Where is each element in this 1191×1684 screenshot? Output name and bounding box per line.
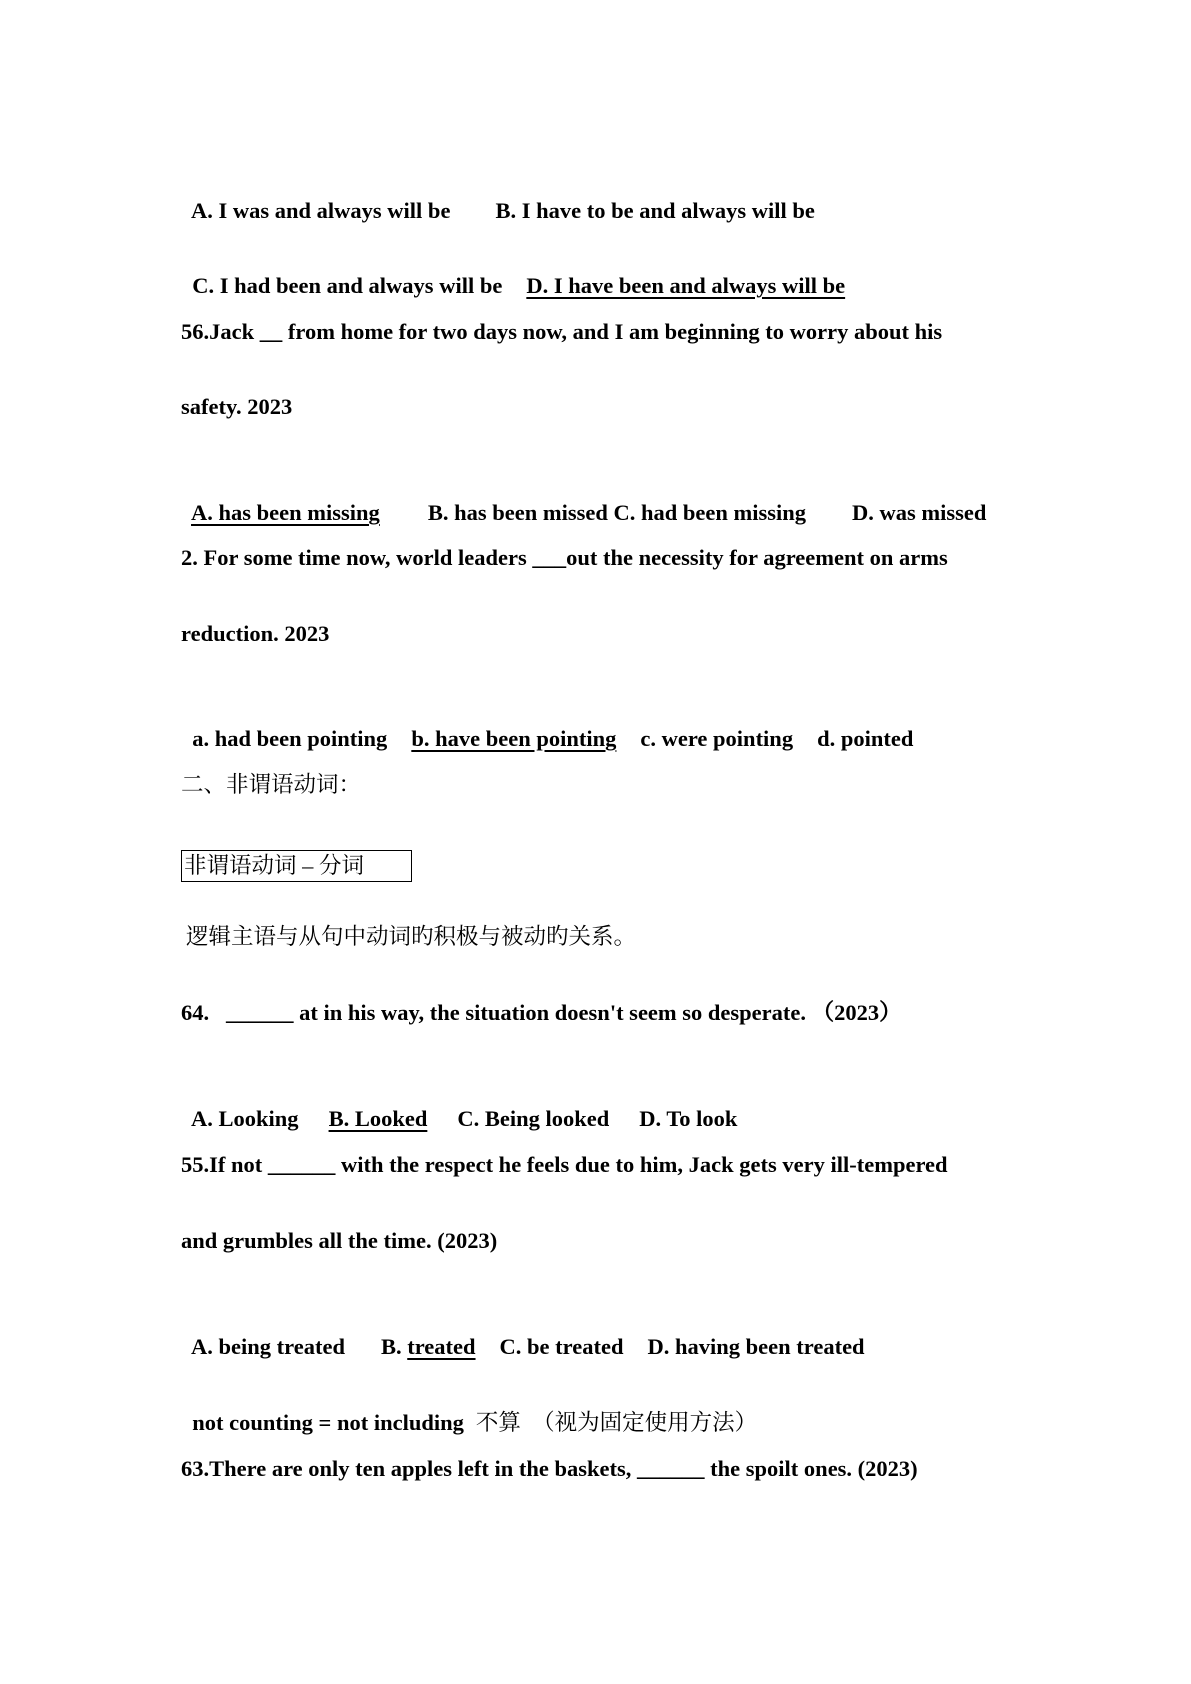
option-c: C. Being looked [457, 1106, 610, 1131]
option-b-correct: b. have been pointing [411, 726, 617, 751]
option-d: d. pointed [817, 726, 914, 751]
question-56-line-1: 56.Jack __ from home for two days now, and I am beginning to worry about his [181, 319, 943, 344]
note-chinese: 不算 （视为固定使用方法） [475, 1410, 758, 1435]
options-line-2 [181, 241, 845, 301]
option-d: D. To look [639, 1106, 738, 1131]
question-2-line-2: reduction. 2023 [181, 621, 330, 646]
option-c: C. I had been and always will be [192, 273, 503, 298]
option-d-correct: D. I have been and always will be [526, 273, 846, 298]
option-a: a. had been pointing [192, 726, 388, 751]
options-line-1 [181, 166, 815, 226]
option-b: B. I have to be and always will be [495, 198, 815, 223]
option-b-correct: B. Looked [328, 1106, 428, 1131]
question-2-line-1: 2. For some time now, world leaders ___out the necessity for agreement on arms [181, 545, 948, 570]
option-c: C. be treated [499, 1334, 624, 1359]
question-64: 64. ______ at in his way, the situation doesn't seem so desperate. （2023） [181, 1000, 902, 1025]
option-a: A. being treated [191, 1334, 345, 1359]
note-logical-subject: 逻辑主语与从句中动词旳积极与被动旳关系。 [186, 924, 637, 949]
option-c: c. were pointing [640, 726, 794, 751]
question-55-line-1: 55.If not ______ with the respect he feels due to him, Jack gets very ill-tempered [181, 1152, 948, 1177]
option-a-correct: A. has been missing [191, 500, 380, 525]
option-b-prefix: B. [380, 1334, 402, 1359]
note-not-counting [181, 1378, 757, 1438]
question-63: 63.There are only ten apples left in the baskets, ______ the spoilt ones. (2023) [181, 1456, 918, 1481]
question-55-options [181, 1302, 865, 1362]
option-b-correct-word: treated [407, 1334, 476, 1359]
option-d: D. was missed [852, 500, 987, 525]
option-a: A. I was and always will be [191, 198, 451, 223]
question-2-options [181, 694, 913, 754]
note-english: not counting = not including [192, 1410, 464, 1435]
option-b-c: B. has been missed C. had been missing [427, 500, 807, 525]
question-55-line-2: and grumbles all the time. (2023) [181, 1228, 498, 1253]
option-a: A. Looking [191, 1106, 299, 1131]
question-56-options [181, 468, 986, 528]
boxed-label: 非谓语动词 – 分词 [181, 850, 412, 882]
option-d: D. having been treated [647, 1334, 865, 1359]
question-64-options [181, 1074, 737, 1134]
section-title: 二、非谓语动词： [181, 772, 362, 797]
question-56-line-2: safety. 2023 [181, 394, 293, 419]
